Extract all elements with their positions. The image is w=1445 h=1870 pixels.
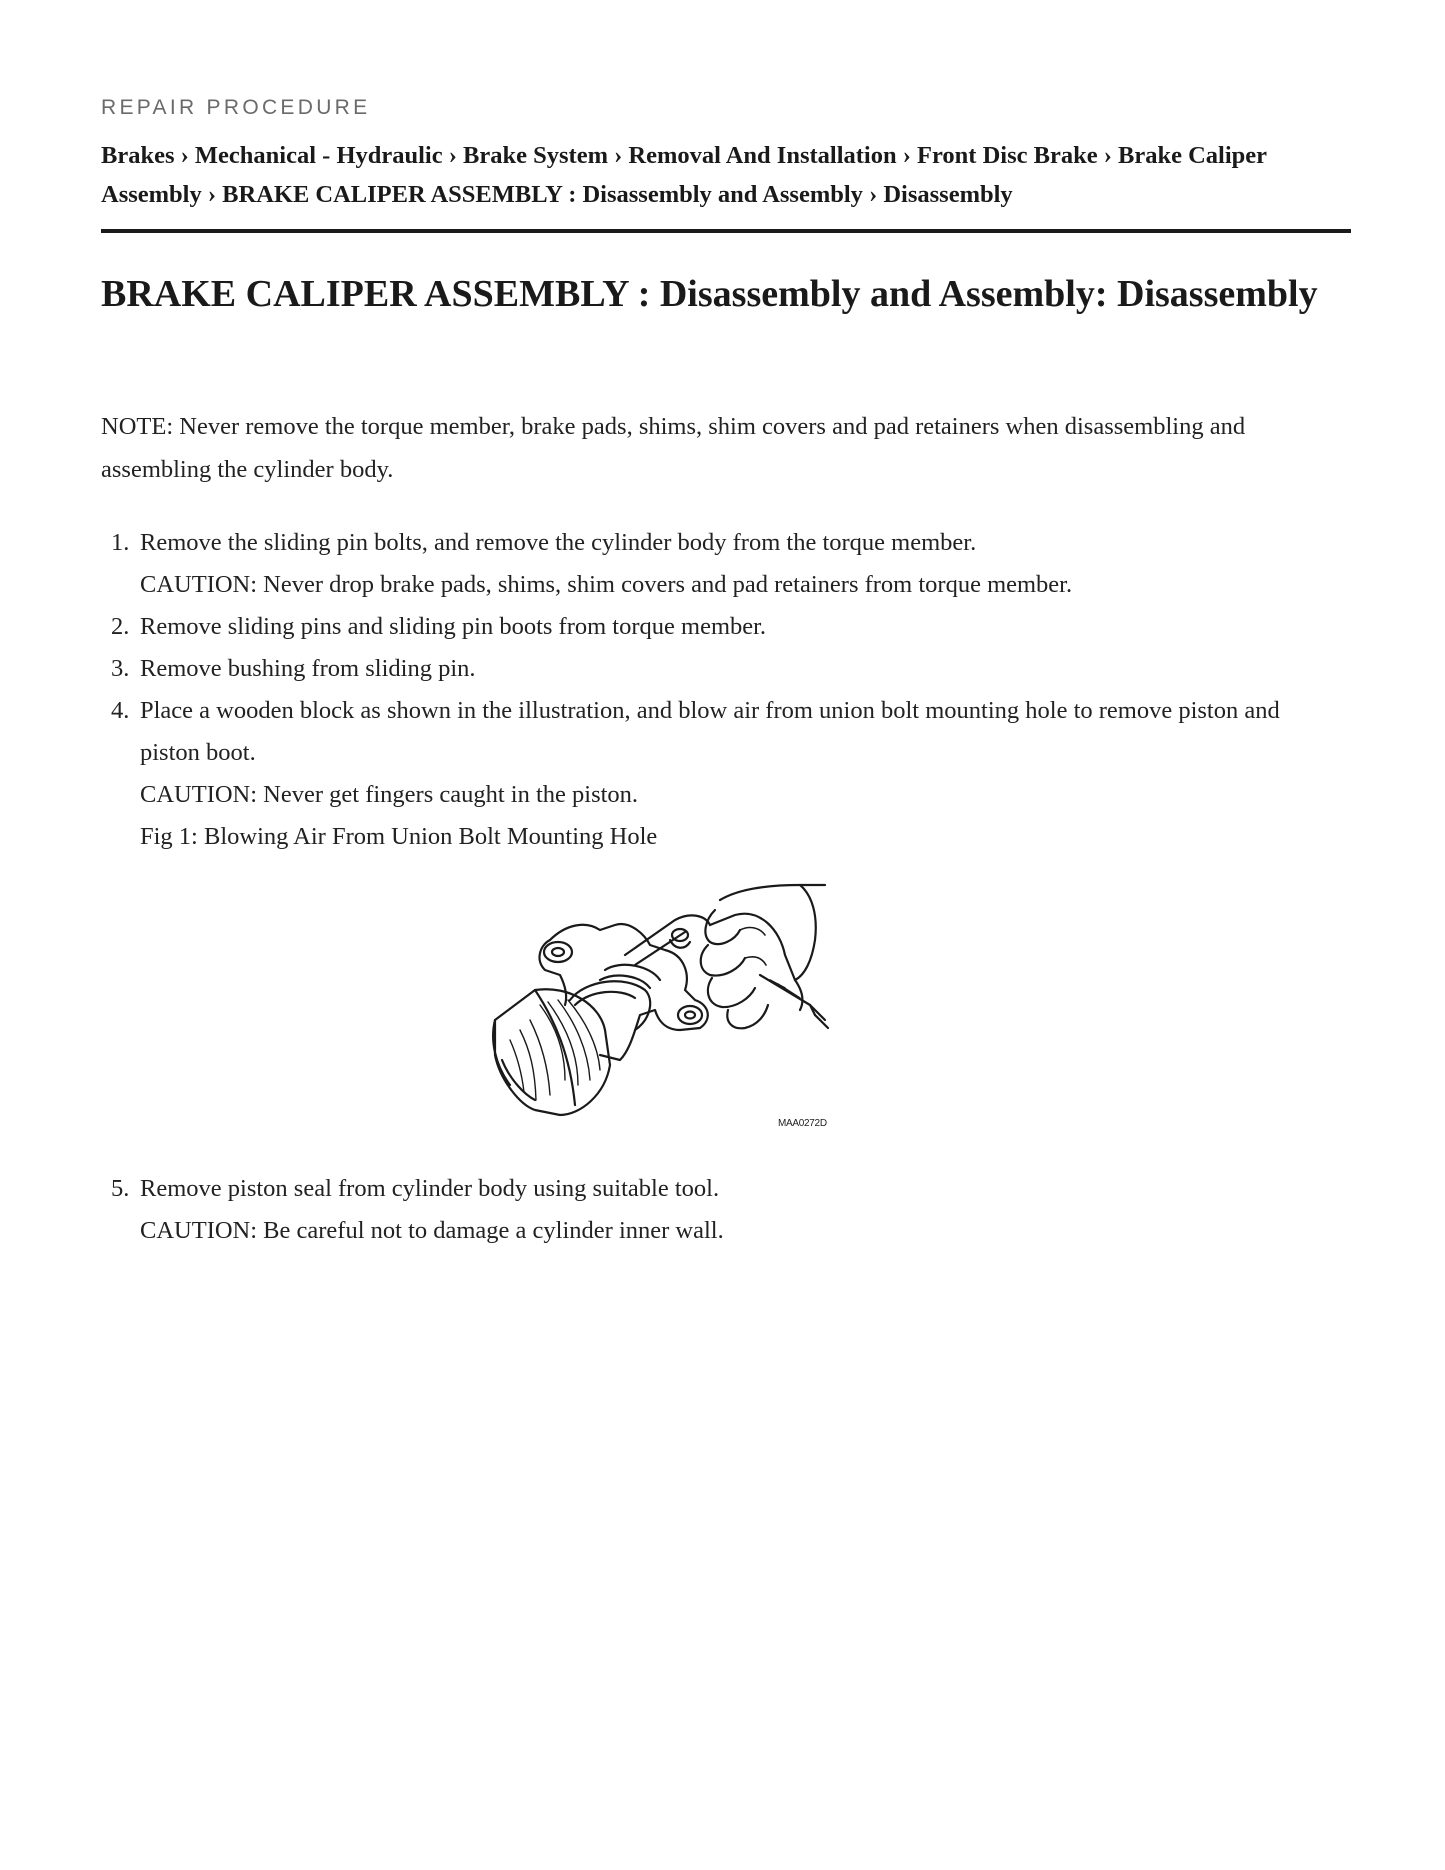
list-item xyxy=(101,1168,1351,1252)
breadcrumb-separator: › xyxy=(180,142,195,169)
step-number: 5. xyxy=(111,1175,130,1202)
header-divider xyxy=(101,229,1351,233)
caution-text: CAUTION: Be careful not to damage a cylinder inner wall. xyxy=(140,1217,724,1244)
list-item xyxy=(101,522,1351,606)
step-number: 3. xyxy=(111,655,130,682)
step-text: Place a wooden block as shown in the illustration, and blow air from union bolt mounting hole to remove piston and piston boot. xyxy=(140,697,1280,766)
brake-caliper-figure xyxy=(440,880,840,1145)
list-item xyxy=(101,606,1351,648)
steps-list xyxy=(101,522,1351,858)
step-number: 4. xyxy=(111,697,130,724)
step-text: Remove bushing from sliding pin. xyxy=(140,655,476,682)
caution-text: CAUTION: Never drop brake pads, shims, shim covers and pad retainers from torque member. xyxy=(140,571,1073,598)
breadcrumb-separator: › xyxy=(902,142,918,169)
breadcrumb-item-current: Disassembly xyxy=(883,181,1013,208)
note-paragraph: NOTE: Never remove the torque member, brake pads, shims, shim covers and pad retainers when disassembling and assembling the cylinder body. xyxy=(101,413,1246,483)
caliper-illustration xyxy=(440,880,840,1145)
breadcrumb-item[interactable]: Brake System xyxy=(463,142,608,169)
figure-caption: Fig 1: Blowing Air From Union Bolt Mounting Hole xyxy=(140,823,658,850)
page-title: BRAKE CALIPER ASSEMBLY : Disassembly and Assembly: Disassembly xyxy=(101,273,1318,315)
step-text: Remove the sliding pin bolts, and remove the cylinder body from the torque member. xyxy=(140,529,977,556)
caution-text: CAUTION: Never get fingers caught in the piston. xyxy=(140,781,639,808)
figure-code-label: MAA0272D xyxy=(778,1118,827,1129)
breadcrumb-item[interactable]: Front Disc Brake xyxy=(917,142,1098,169)
step-text: Remove sliding pins and sliding pin boots from torque member. xyxy=(140,613,767,640)
list-item xyxy=(101,690,1351,858)
breadcrumb-item[interactable]: Mechanical - Hydraulic xyxy=(194,142,443,169)
list-item xyxy=(101,648,1351,690)
breadcrumb xyxy=(101,136,1351,214)
breadcrumb-separator: › xyxy=(448,142,464,169)
step-number: 2. xyxy=(111,613,130,640)
step-text: Remove piston seal from cylinder body using suitable tool. xyxy=(140,1175,720,1202)
breadcrumb-item[interactable]: Removal And Installation xyxy=(628,142,897,169)
steps-list-continued xyxy=(101,1168,1351,1252)
breadcrumb-item[interactable]: BRAKE CALIPER ASSEMBLY : Disassembly and Assembly xyxy=(222,181,863,208)
step-number: 1. xyxy=(111,529,130,556)
breadcrumb-separator: › xyxy=(869,181,884,208)
breadcrumb-separator: › xyxy=(1103,142,1119,169)
section-eyebrow: REPAIR PROCEDURE xyxy=(101,96,371,119)
breadcrumb-separator: › xyxy=(614,142,629,169)
breadcrumb-separator: › xyxy=(207,181,223,208)
breadcrumb-item[interactable]: Brakes xyxy=(101,142,175,169)
breadcrumb-item[interactable]: Brake Caliper Assembly xyxy=(101,142,1267,208)
